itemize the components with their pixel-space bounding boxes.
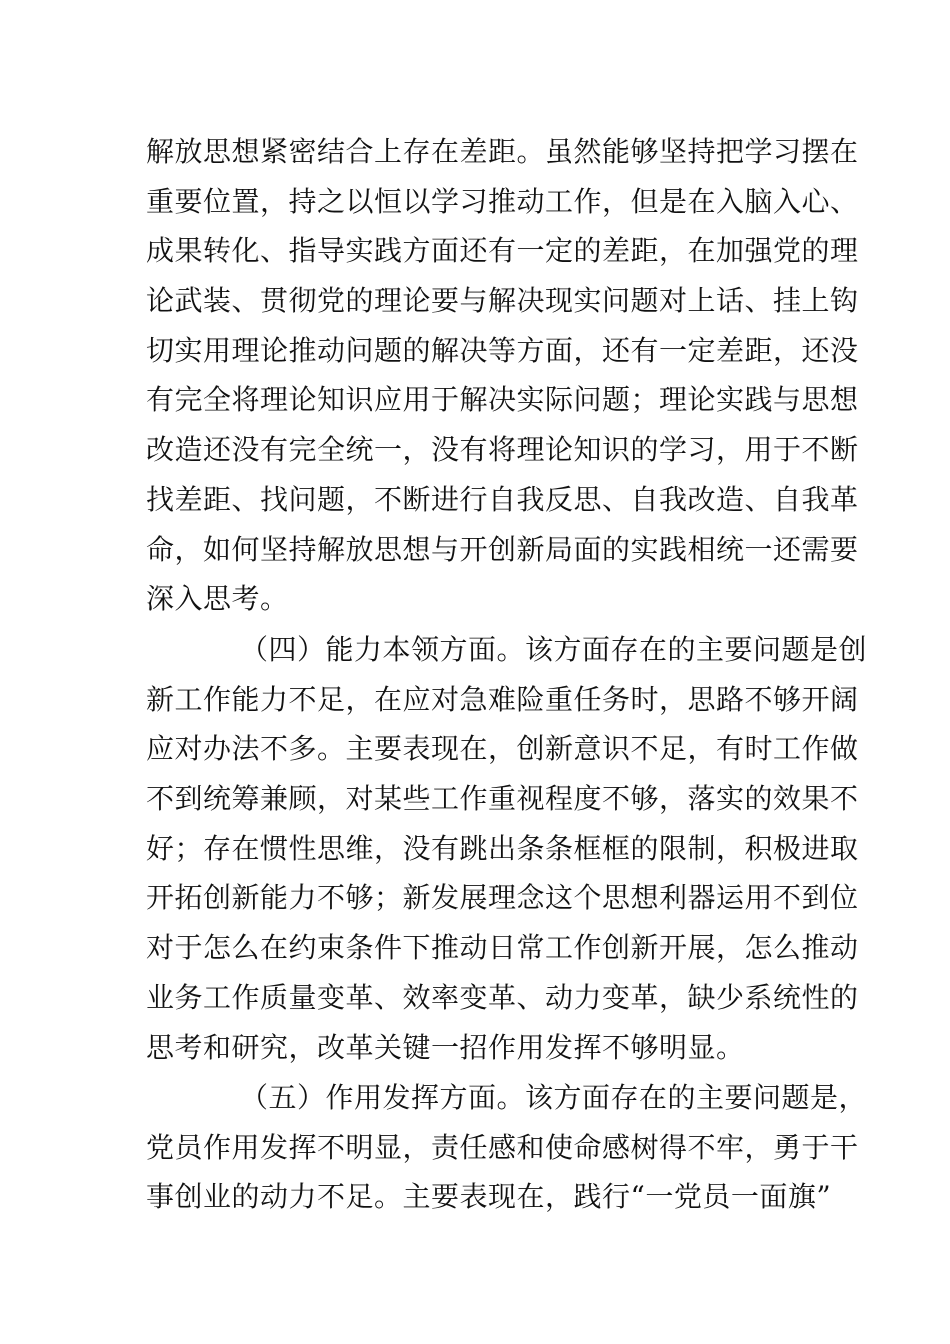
text-line: 改造还没有完全统一，没有将理论知识的学习，用于不断 xyxy=(146,433,859,467)
section-heading-line: （五）作用发挥方面。该方面存在的主要问题是， xyxy=(240,1081,868,1114)
text-line: 党员作用发挥不明显，责任感和使命感树得不牢，勇于干 xyxy=(146,1130,859,1164)
paragraph-ability xyxy=(146,625,868,1072)
text-line: 业务工作质量变革、效率变革、动力变革，缺少系统性的 xyxy=(146,980,859,1014)
paragraph-continuation xyxy=(146,127,859,624)
text-line: 深入思考。 xyxy=(146,582,289,616)
text-line: 切实用理论推动问题的解决等方面，还有一定差距，还没 xyxy=(146,333,859,367)
text-line: 好；存在惯性思维，没有跳出条条框框的限制，积极进取 xyxy=(146,831,859,865)
text-line: 不到统筹兼顾，对某些工作重视程度不够，落实的效果不 xyxy=(146,782,859,816)
text-line: 思考和研究，改革关键一招作用发挥不够明显。 xyxy=(146,1030,745,1064)
text-line: 成果转化、指导实践方面还有一定的差距，在加强党的理 xyxy=(146,234,859,268)
text-line: 事创业的动力不足。主要表现在，践行“一党员一面旗” xyxy=(146,1180,832,1214)
text-line: 对于怎么在约束条件下推动日常工作创新开展，怎么推动 xyxy=(146,931,859,965)
paragraph-role xyxy=(146,1073,868,1222)
section-heading-line: （四）能力本领方面。该方面存在的主要问题是创 xyxy=(240,633,868,666)
text-line: 开拓创新能力不够；新发展理念这个思想利器运用不到位 xyxy=(146,881,859,915)
text-line: 找差距、找问题，不断进行自我反思、自我改造、自我革 xyxy=(146,482,859,516)
text-line: 论武装、贯彻党的理论要与解决现实问题对上话、挂上钩 xyxy=(146,284,859,318)
text-line: 应对办法不多。主要表现在，创新意识不足，有时工作做 xyxy=(146,732,859,766)
text-line: 新工作能力不足，在应对急难险重任务时，思路不够开阔 xyxy=(146,682,859,716)
text-line: 命，如何坚持解放思想与开创新局面的实践相统一还需要 xyxy=(146,532,859,566)
text-line: 解放思想紧密结合上存在差距。虽然能够坚持把学习摆在 xyxy=(146,135,859,168)
text-line: 有完全将理论知识应用于解决实际问题；理论实践与思想 xyxy=(146,383,859,417)
text-line: 重要位置，持之以恒以学习推动工作，但是在入脑入心、 xyxy=(146,184,859,218)
